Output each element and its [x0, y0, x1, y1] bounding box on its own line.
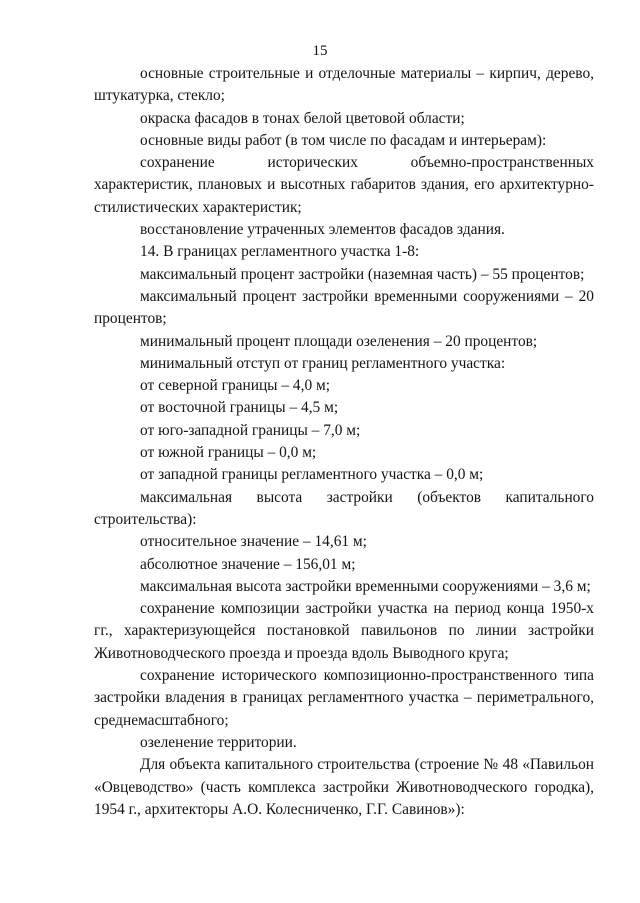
paragraph: основные строительные и отделочные материалы – кирпич, дерево, штукатурка, стекло; [94, 65, 594, 105]
paragraph: от западной границы регламентного участка – 0,0 м; [140, 466, 484, 484]
paragraph: сохранение исторического композиционно-пространственного типа застройки владения в границах регламентного участка – периметрального, среднемасштабного; [94, 667, 594, 729]
paragraph: от северной границы – 4,0 м; [140, 377, 331, 395]
paragraph: от южной границы – 0,0 м; [140, 444, 317, 462]
paragraph: от юго-западной границы – 7,0 м; [140, 421, 361, 439]
paragraph: относительное значение – 14,61 м; [140, 533, 367, 551]
paragraph: сохранение исторических объемно-пространственных характеристик, плановых и высотных габаритов здания, его архитектурно-стилистических характеристик; [94, 154, 594, 216]
paragraph: максимальная высота застройки временными сооружениями – 3,6 м; [140, 577, 591, 595]
document-body [94, 63, 594, 821]
paragraph: основные виды работ (в том числе по фасадам и интерьерам): [140, 131, 547, 149]
paragraph: максимальный процент застройки (наземная часть) – 55 процентов; [140, 265, 585, 283]
paragraph: Для объекта капитального строительства (строение № 48 «Павильон «Овцеводство» (часть комплекса застройки Животноводческого городка), 1954 г., архитекторы А.О. Колесниченко, Г.Г. Савинов»): [94, 756, 594, 818]
paragraph: восстановление утраченных элементов фасадов здания. [140, 221, 505, 239]
paragraph: от восточной границы – 4,5 м; [140, 399, 339, 417]
paragraph: минимальный процент площади озеленения – 20 процентов; [140, 332, 538, 350]
paragraph: окраска фасадов в тонах белой цветовой области; [140, 109, 465, 127]
paragraph: максимальная высота застройки (объектов капитального строительства): [94, 488, 594, 528]
paragraph: озеленение территории. [140, 733, 297, 751]
paragraph: сохранение композиции застройки участка на период конца 1950-х гг., характеризующейся постановкой павильонов по линии застройки Животноводческого проезда и проезда вдоль Выводного круга; [94, 600, 594, 662]
paragraph: абсолютное значение – 156,01 м; [140, 555, 356, 573]
paragraph: минимальный отступ от границ регламентного участка: [140, 354, 506, 372]
section-heading: 14. В границах регламентного участка 1-8: [140, 243, 420, 261]
page-number: 15 [312, 43, 328, 59]
paragraph: максимальный процент застройки временными сооружениями – 20 процентов; [94, 287, 594, 328]
